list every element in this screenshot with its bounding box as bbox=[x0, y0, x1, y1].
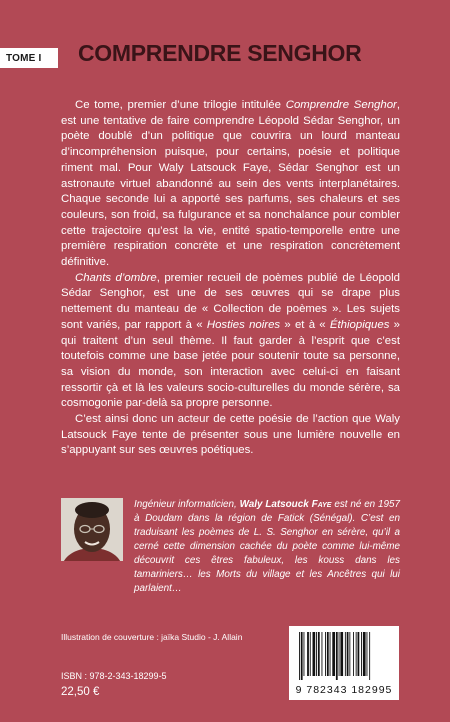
paragraph-1: Ce tome, premier d’une trilogie intitulée Comprendre Senghor, est une tentative de faire comprendre Léopold Sédar Senghor, un poète doublé d’un politique que couvrira un lourd manteau d’incompréhension puisque, pour certains, poésie et politique riment mal. Pour Waly Latsouck Faye, Sédar Senghor est un astronaute virtuel abandonné au sein des vents interplanétaires. Chaque seconde lui a apporté ses parfums, ses chaleurs et ses couleurs, son froid, sa fulgurance et sa nonchalance pour combler cette trajectoire qu’est la vie, entité spatio-temporelle entre une première respiration concrète et une respiration concrètement définitive. bbox=[61, 99, 400, 269]
book-title: COMPRENDRE SENGHOR bbox=[78, 40, 362, 66]
author-bio: Ingénieur informaticien, Waly Latsouck Faye est né en 1957 à Doudam dans la région de Fatick (Sénégal). C’est en traduisant les poèmes de L. S. Senghor en sérère, qu’il a cerné cette dimension cachée du poète comme lui-même découvrit ces êtres fabuleux, les kouss dans les tamariniers… les Morts du village et les Ancêtres qui lui parlaient… bbox=[134, 499, 400, 594]
author-photo bbox=[61, 498, 123, 561]
barcode bbox=[289, 626, 399, 700]
tome-label: TOME I bbox=[6, 52, 42, 64]
tome-badge bbox=[0, 48, 58, 68]
price: 22,50 € bbox=[61, 686, 100, 698]
paragraph-2: Chants d’ombre, premier recueil de poèmes publié de Léopold Sédar Senghor, est une de ses œuvres qui se drape plus nettement du manteau de « Collection de poèmes ». Les sujets sont variés, par rapport à « Hosties noires » et à « Éthiopiques » qui traitent d’un seul thème. Il faut garder à l’esprit que c’est toutefois comme une base jetée pour soutenir toute sa personne, sa vision du monde, son interaction avec celui-ci en faisant ressortir çà et là les valeurs socio-culturelles du monde sérère, sa cosmogonie par-delà sa propre personne. bbox=[61, 271, 401, 410]
barcode-icon bbox=[289, 626, 399, 684]
cover-credits: Illustration de couverture : jaïka Studio - J. Allain bbox=[61, 632, 243, 642]
paragraph-3: C’est ainsi donc un acteur de cette poésie de l’action que Waly Latsouck Faye tente de présenter sous une lumière nouvelle en s’appuyant sur ses œuvres poétiques. bbox=[61, 413, 400, 457]
back-cover-text bbox=[61, 98, 400, 459]
barcode-digits: 9 782343 182995 bbox=[295, 684, 393, 696]
isbn: ISBN : 978-2-343-18299-5 bbox=[61, 671, 167, 681]
